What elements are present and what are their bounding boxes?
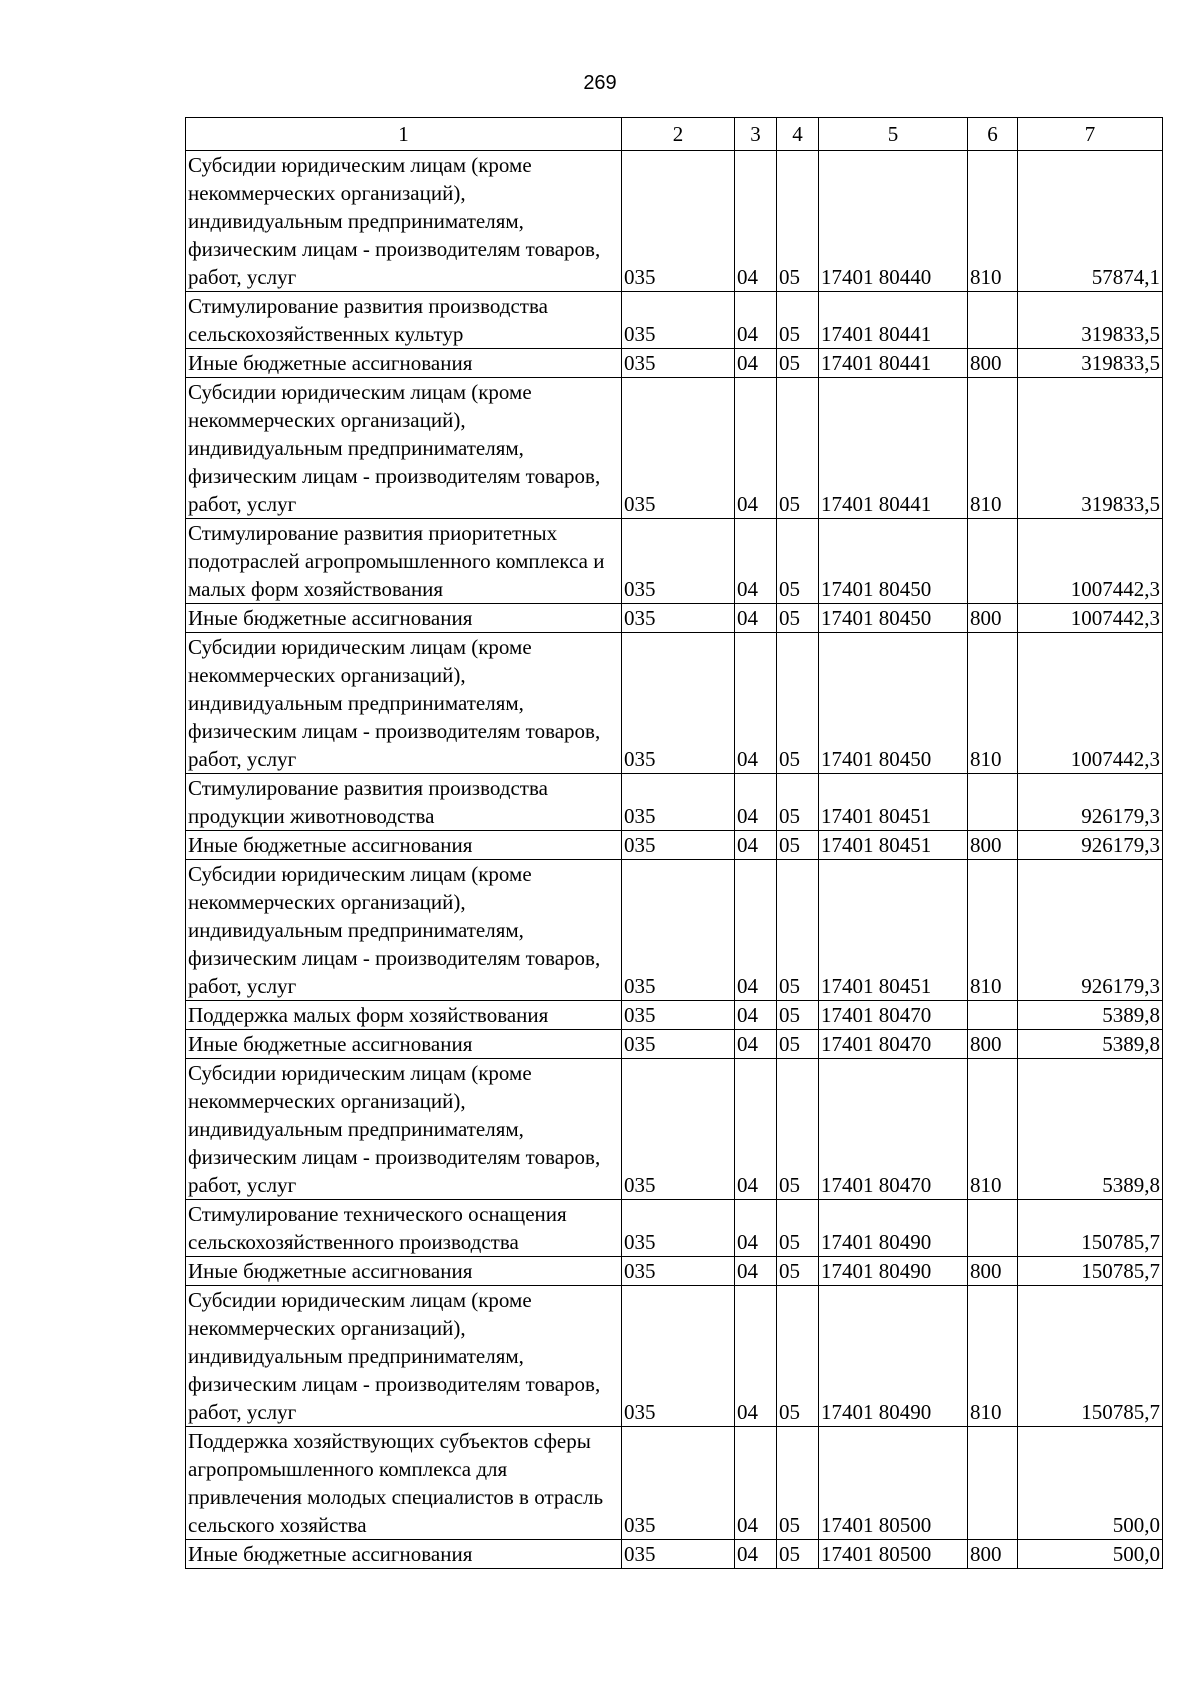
- row-name-cell: Субсидии юридическим лицам (кроме некоммерческих организаций), индивидуальным предпринимателям, физическим лицам - производителям товаров, работ, услуг: [186, 378, 622, 519]
- table-row: [186, 633, 1163, 774]
- row-section-cell: 04: [735, 151, 777, 292]
- table-row: [186, 860, 1163, 1001]
- row-grbs-cell: 035: [622, 1540, 735, 1569]
- row-section-cell: 04: [735, 1540, 777, 1569]
- row-amount-cell: 319833,5: [1018, 292, 1163, 349]
- row-name-cell: Субсидии юридическим лицам (кроме некоммерческих организаций), индивидуальным предпринимателям, физическим лицам - производителям товаров, работ, услуг: [186, 151, 622, 292]
- table-row: [186, 1286, 1163, 1427]
- row-expense-type-cell: [968, 1200, 1018, 1257]
- row-name-cell: Субсидии юридическим лицам (кроме некоммерческих организаций), индивидуальным предпринимателям, физическим лицам - производителям товаров, работ, услуг: [186, 1059, 622, 1200]
- table-row: [186, 378, 1163, 519]
- row-subsection-cell: 05: [777, 1427, 819, 1540]
- row-subsection-cell: 05: [777, 774, 819, 831]
- page-number: 269: [583, 72, 617, 94]
- table-body: [186, 151, 1163, 1569]
- row-amount-cell: 5389,8: [1018, 1059, 1163, 1200]
- row-grbs-cell: 035: [622, 1001, 735, 1030]
- row-expense-type-cell: 810: [968, 378, 1018, 519]
- row-expense-type-cell: [968, 1001, 1018, 1030]
- row-subsection-cell: 05: [777, 349, 819, 378]
- row-subsection-cell: 05: [777, 1059, 819, 1200]
- row-expense-type-cell: 800: [968, 1540, 1018, 1569]
- row-subsection-cell: 05: [777, 604, 819, 633]
- row-name-cell: Поддержка малых форм хозяйствования: [186, 1001, 622, 1030]
- row-target-article-cell: 17401 80470: [819, 1030, 968, 1059]
- table-row: [186, 1200, 1163, 1257]
- table-row: [186, 151, 1163, 292]
- row-target-article-cell: 17401 80451: [819, 860, 968, 1001]
- row-name-cell: Субсидии юридическим лицам (кроме некоммерческих организаций), индивидуальным предпринимателям, физическим лицам - производителям товаров, работ, услуг: [186, 633, 622, 774]
- row-amount-cell: 5389,8: [1018, 1001, 1163, 1030]
- row-subsection-cell: 05: [777, 633, 819, 774]
- table-row: [186, 604, 1163, 633]
- row-name-cell: Стимулирование развития производства сельскохозяйственных культур: [186, 292, 622, 349]
- row-subsection-cell: 05: [777, 1540, 819, 1569]
- row-amount-cell: 319833,5: [1018, 349, 1163, 378]
- row-name-cell: Поддержка хозяйствующих субъектов сферы агропромышленного комплекса для привлечения молодых специалистов в отрасль сельского хозяйства: [186, 1427, 622, 1540]
- row-amount-cell: 1007442,3: [1018, 519, 1163, 604]
- row-grbs-cell: 035: [622, 1200, 735, 1257]
- row-name-cell: Стимулирование развития производства продукции животноводства: [186, 774, 622, 831]
- row-expense-type-cell: 810: [968, 1059, 1018, 1200]
- row-amount-cell: 57874,1: [1018, 151, 1163, 292]
- row-name-cell: Иные бюджетные ассигнования: [186, 831, 622, 860]
- table-row: [186, 1001, 1163, 1030]
- row-subsection-cell: 05: [777, 519, 819, 604]
- row-target-article-cell: 17401 80490: [819, 1257, 968, 1286]
- row-expense-type-cell: 800: [968, 1030, 1018, 1059]
- row-amount-cell: 500,0: [1018, 1540, 1163, 1569]
- row-section-cell: 04: [735, 519, 777, 604]
- row-grbs-cell: 035: [622, 1427, 735, 1540]
- table-row: [186, 349, 1163, 378]
- row-section-cell: 04: [735, 1286, 777, 1427]
- row-section-cell: 04: [735, 292, 777, 349]
- row-expense-type-cell: 810: [968, 860, 1018, 1001]
- row-target-article-cell: 17401 80470: [819, 1059, 968, 1200]
- row-amount-cell: 5389,8: [1018, 1030, 1163, 1059]
- row-section-cell: 04: [735, 1059, 777, 1200]
- row-section-cell: 04: [735, 774, 777, 831]
- row-expense-type-cell: 800: [968, 1257, 1018, 1286]
- row-grbs-cell: 035: [622, 1286, 735, 1427]
- row-subsection-cell: 05: [777, 151, 819, 292]
- row-expense-type-cell: [968, 774, 1018, 831]
- row-amount-cell: 150785,7: [1018, 1286, 1163, 1427]
- row-target-article-cell: 17401 80450: [819, 519, 968, 604]
- row-grbs-cell: 035: [622, 633, 735, 774]
- row-target-article-cell: 17401 80490: [819, 1286, 968, 1427]
- row-target-article-cell: 17401 80441: [819, 292, 968, 349]
- table-row: [186, 1030, 1163, 1059]
- table-row: [186, 1257, 1163, 1286]
- row-subsection-cell: 05: [777, 831, 819, 860]
- row-section-cell: 04: [735, 349, 777, 378]
- row-expense-type-cell: 800: [968, 831, 1018, 860]
- row-name-cell: Субсидии юридическим лицам (кроме некоммерческих организаций), индивидуальным предпринимателям, физическим лицам - производителям товаров, работ, услуг: [186, 860, 622, 1001]
- row-amount-cell: 500,0: [1018, 1427, 1163, 1540]
- row-grbs-cell: 035: [622, 349, 735, 378]
- column-header: 5: [819, 118, 968, 151]
- row-subsection-cell: 05: [777, 1286, 819, 1427]
- table-row: [186, 1427, 1163, 1540]
- row-target-article-cell: 17401 80470: [819, 1001, 968, 1030]
- row-name-cell: Иные бюджетные ассигнования: [186, 1030, 622, 1059]
- row-grbs-cell: 035: [622, 1030, 735, 1059]
- row-grbs-cell: 035: [622, 1257, 735, 1286]
- table-row: [186, 519, 1163, 604]
- column-header: 4: [777, 118, 819, 151]
- row-amount-cell: 926179,3: [1018, 774, 1163, 831]
- table-header-row: [186, 118, 1163, 151]
- row-target-article-cell: 17401 80441: [819, 378, 968, 519]
- row-amount-cell: 926179,3: [1018, 831, 1163, 860]
- column-header: 1: [186, 118, 622, 151]
- table-row: [186, 774, 1163, 831]
- row-expense-type-cell: 810: [968, 1286, 1018, 1427]
- row-expense-type-cell: [968, 519, 1018, 604]
- row-grbs-cell: 035: [622, 1059, 735, 1200]
- row-grbs-cell: 035: [622, 292, 735, 349]
- column-header: 2: [622, 118, 735, 151]
- row-expense-type-cell: 810: [968, 151, 1018, 292]
- row-amount-cell: 1007442,3: [1018, 633, 1163, 774]
- row-grbs-cell: 035: [622, 604, 735, 633]
- row-section-cell: 04: [735, 604, 777, 633]
- row-subsection-cell: 05: [777, 378, 819, 519]
- row-target-article-cell: 17401 80441: [819, 349, 968, 378]
- row-expense-type-cell: [968, 292, 1018, 349]
- row-amount-cell: 150785,7: [1018, 1200, 1163, 1257]
- table-row: [186, 831, 1163, 860]
- row-name-cell: Иные бюджетные ассигнования: [186, 1257, 622, 1286]
- row-expense-type-cell: 810: [968, 633, 1018, 774]
- row-subsection-cell: 05: [777, 1001, 819, 1030]
- row-name-cell: Субсидии юридическим лицам (кроме некоммерческих организаций), индивидуальным предпринимателям, физическим лицам - производителям товаров, работ, услуг: [186, 1286, 622, 1427]
- row-expense-type-cell: 800: [968, 349, 1018, 378]
- row-amount-cell: 319833,5: [1018, 378, 1163, 519]
- column-header: 3: [735, 118, 777, 151]
- row-subsection-cell: 05: [777, 860, 819, 1001]
- row-section-cell: 04: [735, 1427, 777, 1540]
- row-subsection-cell: 05: [777, 1257, 819, 1286]
- row-section-cell: 04: [735, 1001, 777, 1030]
- row-target-article-cell: 17401 80440: [819, 151, 968, 292]
- column-header: 7: [1018, 118, 1163, 151]
- table-row: [186, 1540, 1163, 1569]
- row-target-article-cell: 17401 80451: [819, 774, 968, 831]
- row-section-cell: 04: [735, 1257, 777, 1286]
- row-name-cell: Иные бюджетные ассигнования: [186, 604, 622, 633]
- table-row: [186, 1059, 1163, 1200]
- row-target-article-cell: 17401 80451: [819, 831, 968, 860]
- row-amount-cell: 150785,7: [1018, 1257, 1163, 1286]
- row-section-cell: 04: [735, 831, 777, 860]
- row-target-article-cell: 17401 80490: [819, 1200, 968, 1257]
- row-target-article-cell: 17401 80500: [819, 1540, 968, 1569]
- row-expense-type-cell: 800: [968, 604, 1018, 633]
- row-section-cell: 04: [735, 1200, 777, 1257]
- row-grbs-cell: 035: [622, 774, 735, 831]
- row-expense-type-cell: [968, 1427, 1018, 1540]
- row-section-cell: 04: [735, 633, 777, 774]
- row-amount-cell: 1007442,3: [1018, 604, 1163, 633]
- row-subsection-cell: 05: [777, 292, 819, 349]
- row-name-cell: Стимулирование развития приоритетных подотраслей агропромышленного комплекса и малых форм хозяйствования: [186, 519, 622, 604]
- row-name-cell: Иные бюджетные ассигнования: [186, 349, 622, 378]
- row-grbs-cell: 035: [622, 519, 735, 604]
- row-subsection-cell: 05: [777, 1030, 819, 1059]
- row-target-article-cell: 17401 80500: [819, 1427, 968, 1540]
- row-grbs-cell: 035: [622, 378, 735, 519]
- row-grbs-cell: 035: [622, 860, 735, 1001]
- row-target-article-cell: 17401 80450: [819, 633, 968, 774]
- row-name-cell: Стимулирование технического оснащения сельскохозяйственного производства: [186, 1200, 622, 1257]
- row-section-cell: 04: [735, 378, 777, 519]
- row-grbs-cell: 035: [622, 151, 735, 292]
- row-amount-cell: 926179,3: [1018, 860, 1163, 1001]
- budget-table: [185, 117, 1163, 1569]
- row-section-cell: 04: [735, 860, 777, 1001]
- row-grbs-cell: 035: [622, 831, 735, 860]
- row-subsection-cell: 05: [777, 1200, 819, 1257]
- row-section-cell: 04: [735, 1030, 777, 1059]
- row-name-cell: Иные бюджетные ассигнования: [186, 1540, 622, 1569]
- table-row: [186, 292, 1163, 349]
- row-target-article-cell: 17401 80450: [819, 604, 968, 633]
- column-header: 6: [968, 118, 1018, 151]
